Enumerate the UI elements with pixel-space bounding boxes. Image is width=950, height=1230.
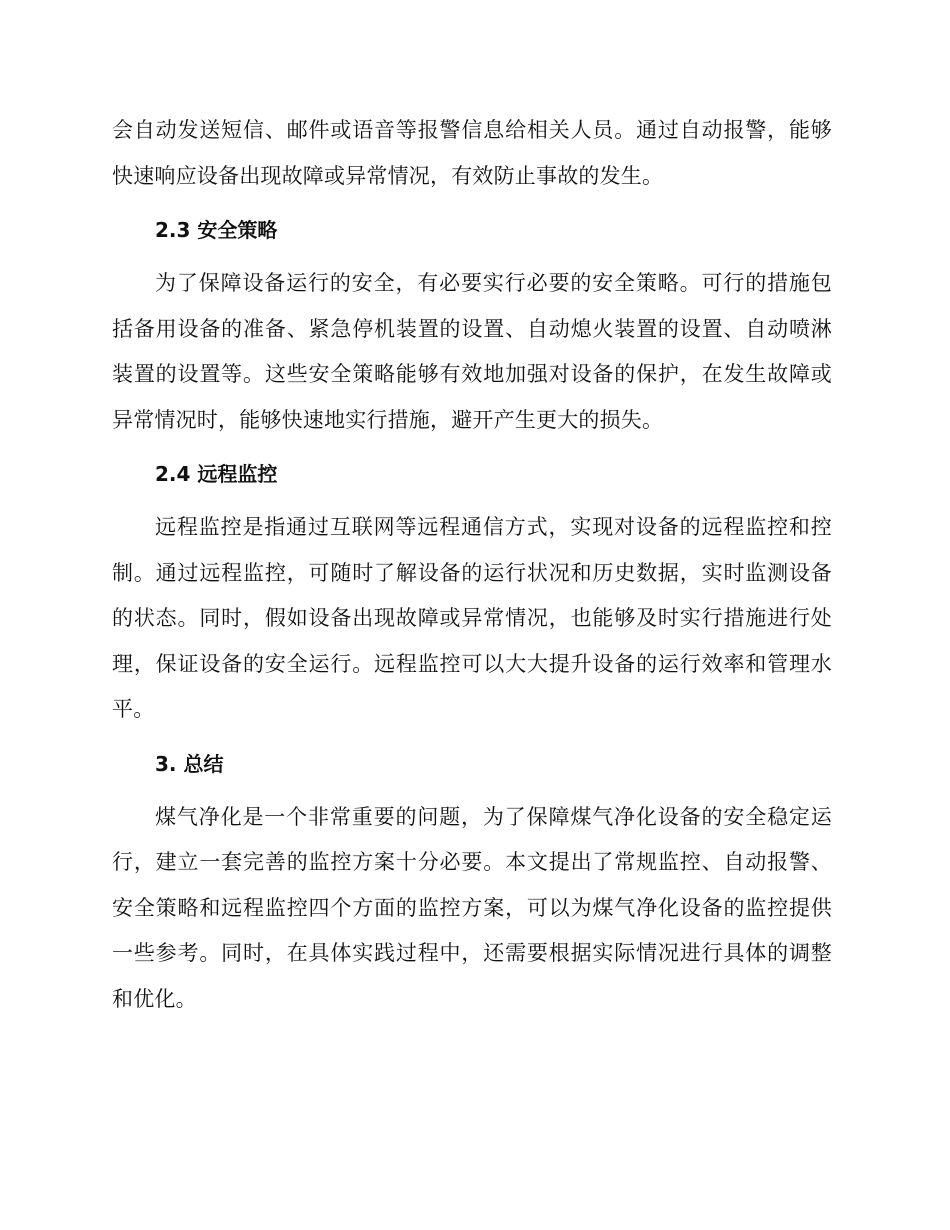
spacer	[112, 489, 832, 505]
spacer	[112, 779, 832, 795]
spacer	[112, 733, 832, 749]
paragraph-auto-alarm-continued: 会自动发送短信、邮件或语音等报警信息给相关人员。通过自动报警，能够快速响应设备出现故障或异常情况，有效防止事故的发生。	[112, 118, 832, 188]
section-heading-safety-strategy: 2.3 安全策略	[155, 218, 278, 242]
paragraph-remote-monitoring: 远程监控是指通过互联网等远程通信方式，实现对设备的远程监控和控制。通过远程监控，可随时了解设备的运行状况和历史数据，实时监测设备的状态。同时，假如设备出现故障或异常情况，也能够及时实行措施进行处理，保证设备的安全运行。远程监控可以大大提升设备的运行效率和管理水平。	[112, 515, 832, 721]
spacer	[112, 245, 832, 261]
section-heading-remote-monitoring: 2.4 远程监控	[155, 462, 278, 486]
paragraph-safety-strategy: 为了保障设备运行的安全，有必要实行必要的安全策略。可行的措施包括备用设备的准备、紧急停机装置的设置、自动熄火装置的设置、自动喷淋装置的设置等。这些安全策略能够有效地加强对设备的保护，在发生故障或异常情况时，能够快速地实行措施，避开产生更大的损失。	[112, 271, 832, 432]
spacer	[112, 443, 832, 459]
document-body	[112, 108, 832, 1022]
paragraph-summary: 煤气净化是一个非常重要的问题，为了保障煤气净化设备的安全稳定运行，建立一套完善的监控方案十分必要。本文提出了常规监控、自动报警、安全策略和远程监控四个方面的监控方案，可以为煤气净化设备的监控提供一些参考。同时，在具体实践过程中，还需要根据实际情况进行具体的调整和优化。	[112, 804, 832, 1011]
section-heading-summary: 3. 总结	[155, 751, 224, 776]
spacer	[112, 199, 832, 215]
